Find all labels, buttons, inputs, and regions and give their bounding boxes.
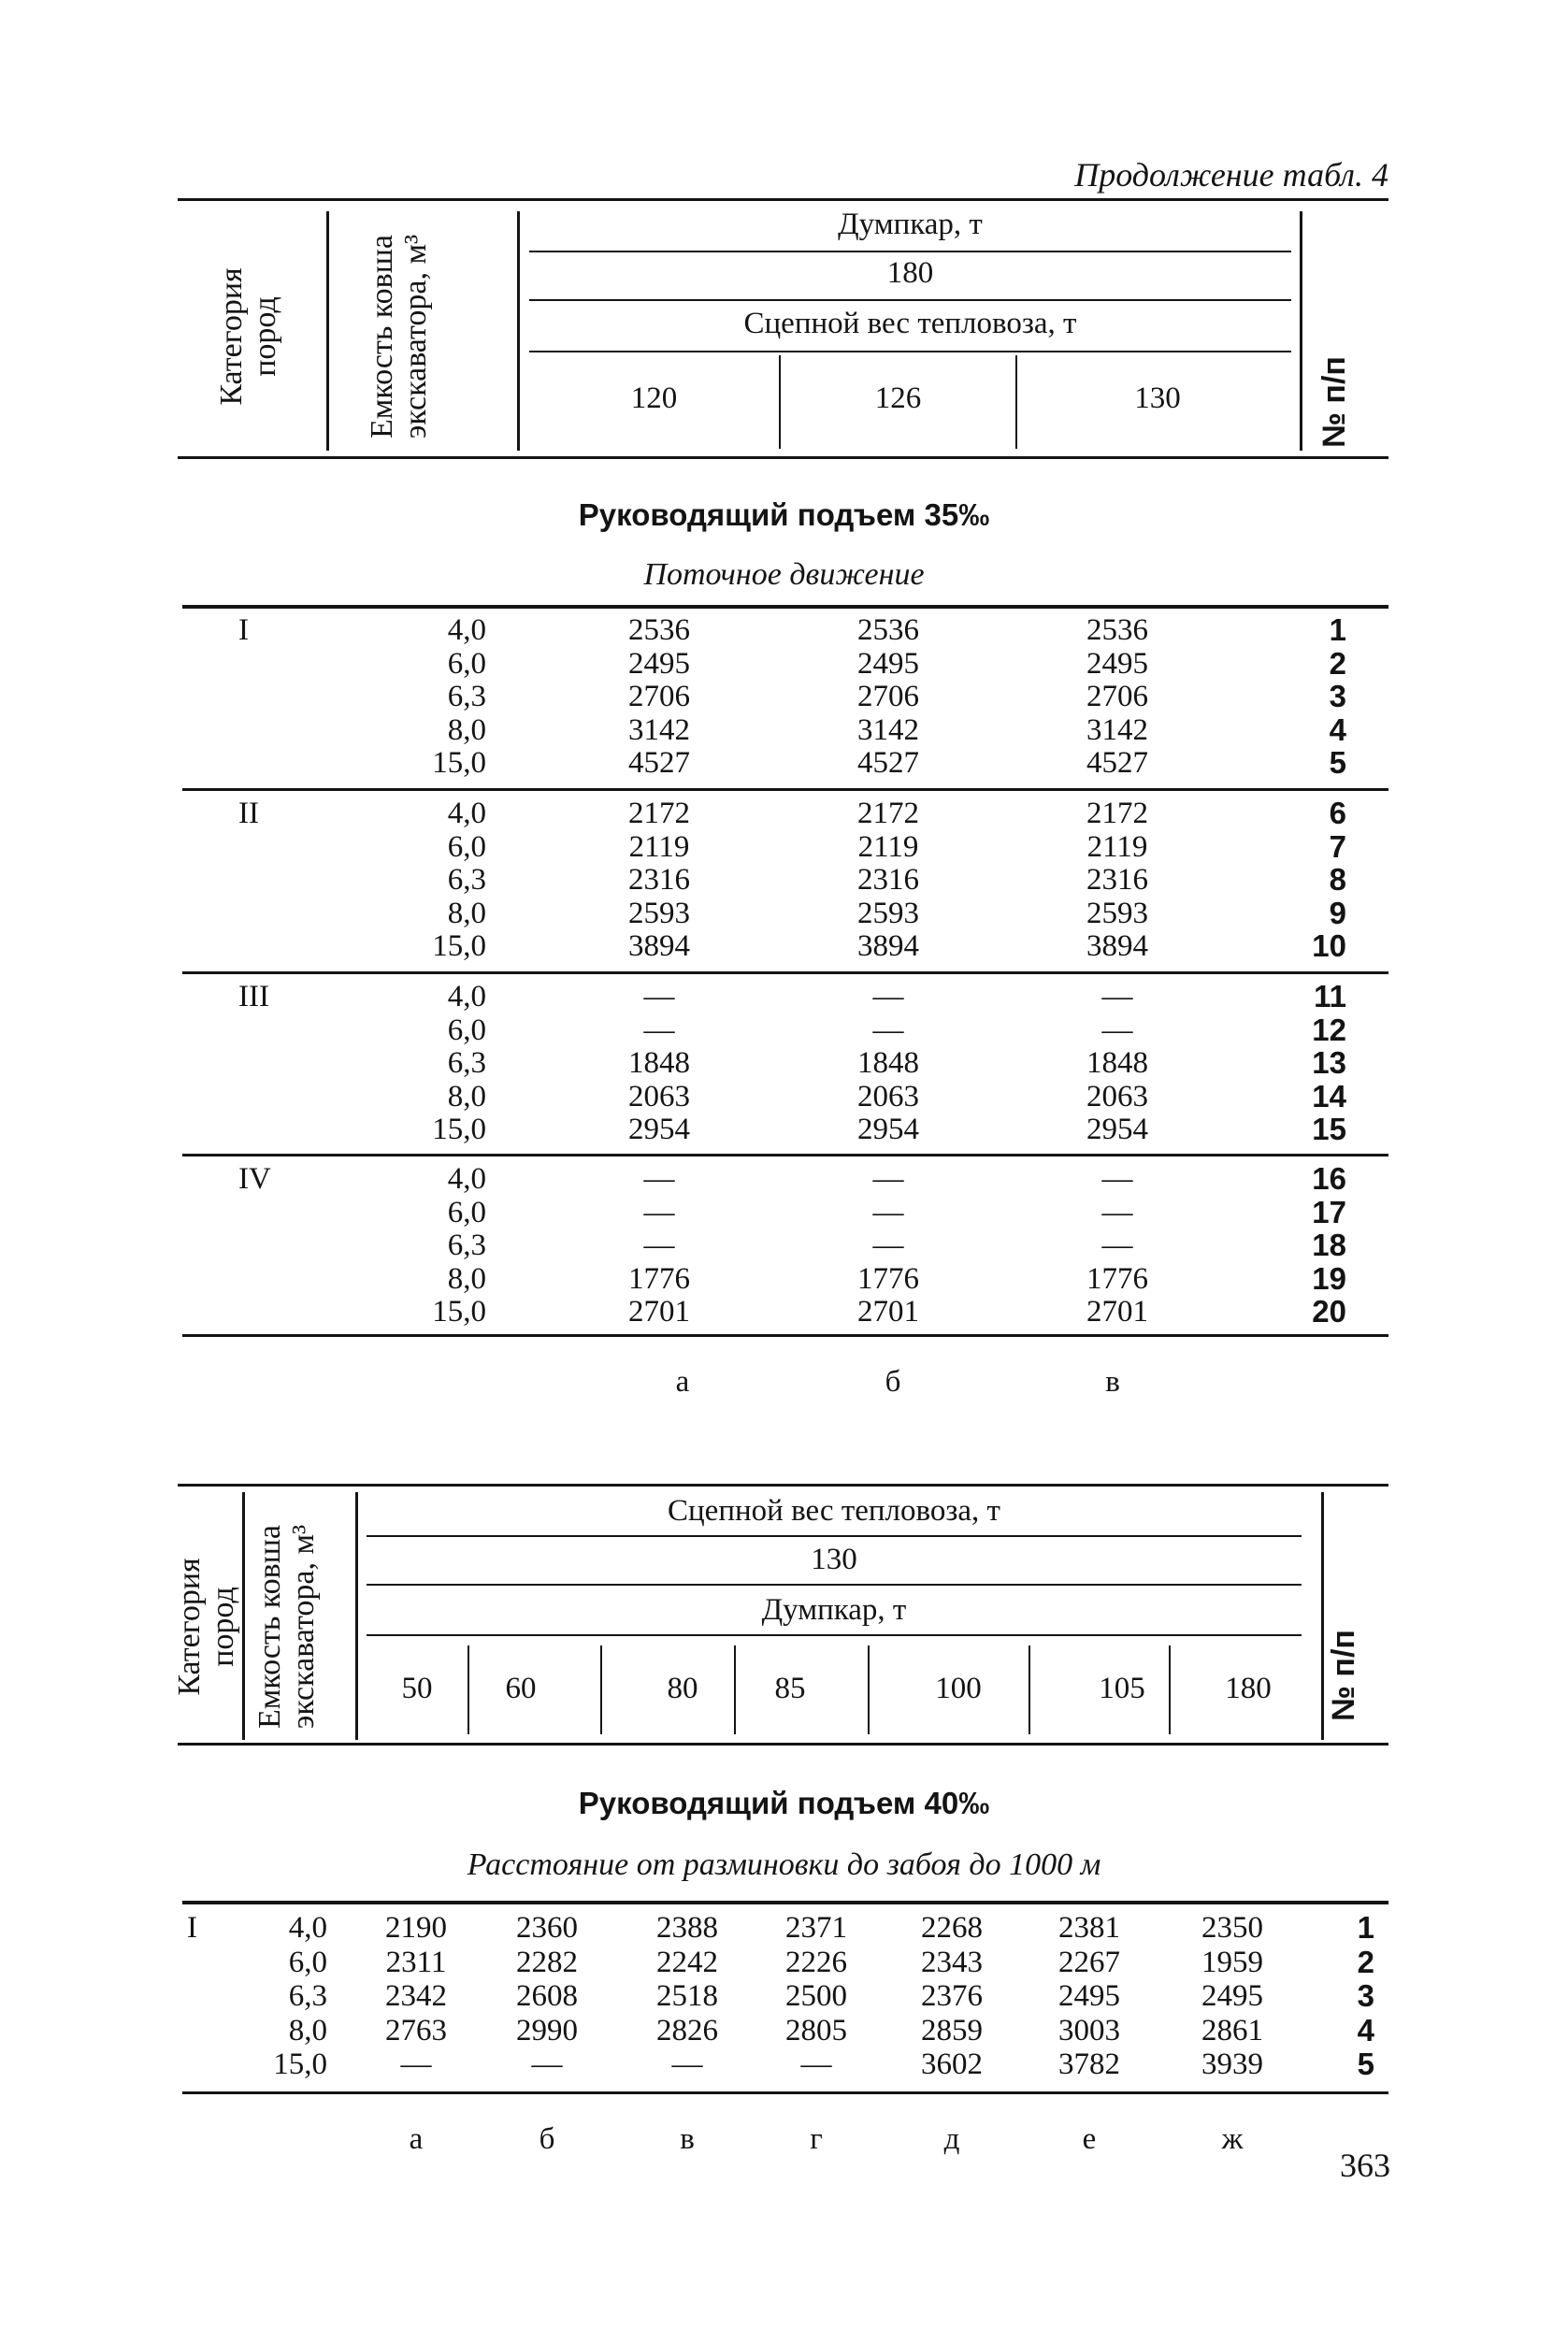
t2-rownum-cell: 4 [1357,2012,1374,2047]
t1-value-cell: 3142 [1086,712,1148,747]
t2-value-cell: 2608 [516,1979,578,2013]
t2-loco-value: 130 [811,1543,857,1576]
t1-value-cell: 2119 [628,829,690,864]
t1-bucket-cell: 4,0 [447,613,486,647]
t1-value-cell: 2701 [1086,1295,1148,1329]
t2-value-cell: 1959 [1201,1945,1263,1979]
t2-value-cell: 2343 [921,1945,983,1979]
t2-bucket-header: Емкость ковша экскаватора, м³ [252,1524,321,1730]
t1-rownum-cell: 13 [1312,1045,1346,1080]
t1-bucket-cell: 8,0 [447,712,486,747]
t1-value-cell: 2063 [1086,1079,1148,1114]
t2-letter: в [680,2122,695,2156]
t1-rownum-cell: 17 [1312,1194,1346,1229]
t2-dumpcar-label: Думпкар, т [761,1593,907,1627]
t2-bucket-cell: 6,3 [288,1979,327,2013]
t2-bucket-cell: 8,0 [288,2013,327,2047]
t2-value-cell: 2859 [921,2013,983,2047]
t1-bucket-cell: 8,0 [447,1079,486,1114]
t1-dumpcar-label: Думпкар, т [838,208,983,241]
t1-value-cell: 3142 [628,712,690,747]
t1-value-cell: 2536 [1086,613,1148,647]
t2-col-80: 80 [667,1672,698,1705]
t2-value-cell: 3782 [1058,2047,1120,2081]
t1-value-cell: 3894 [628,929,690,963]
t1-letter-a: а [675,1365,690,1399]
t1-bucket-cell: 8,0 [447,1261,486,1296]
t2-col-100: 100 [935,1672,982,1705]
t2-rownum-cell: 2 [1357,1944,1374,1979]
t2-rownum-cell: 5 [1357,2047,1374,2081]
t1-bucket-cell: 15,0 [432,1295,486,1329]
t2-loco-weight-label: Сцепной вес тепловоза, т [668,1494,1000,1528]
t2-value-cell: 2226 [785,1945,847,1979]
t2-letter: г [810,2122,823,2156]
t1-bucket-header: Емкость ковша экскаватора, м³ [365,234,433,439]
t1-value-cell: 1776 [857,1261,919,1296]
t1-value-cell: — [643,1228,675,1262]
t1-bucket-cell: 6,0 [447,1013,486,1047]
t2-col-85: 85 [774,1672,806,1705]
t1-rownum-cell: 6 [1329,796,1346,830]
t2-value-cell: 2495 [1058,1979,1120,2013]
t1-value-cell: 2701 [628,1295,690,1329]
t1-letter-v: в [1105,1365,1120,1399]
t1-value-cell: 2316 [628,863,690,897]
t1-rownum-cell: 9 [1329,895,1346,930]
t1-loco-weight-label: Сцепной вес тепловоза, т [743,307,1077,340]
t1-bucket-cell: 6,0 [447,646,486,681]
t1-value-cell: — [643,1162,675,1196]
t2-bucket-cell: 15,0 [273,2047,327,2081]
t1-category-cell: III [238,980,269,1013]
t1-rownum-cell: 14 [1312,1078,1346,1114]
t1-dumpcar-value: 180 [886,256,934,290]
t2-section-title: Руководящий подъем 40‰ [578,1786,990,1820]
t1-value-cell: 2536 [857,613,919,647]
t2-col-105: 105 [1099,1672,1145,1705]
t2-value-cell: 2388 [656,1911,718,1945]
t2-rownum-cell: 3 [1357,1978,1374,2013]
t2-value-cell: 2350 [1201,1911,1263,1945]
t2-value-cell: — [671,2047,703,2081]
t1-value-cell: 2954 [857,1113,919,1146]
t1-bucket-cell: 15,0 [432,1113,486,1146]
t2-category-header: Категория пород [172,1558,240,1696]
t1-rownum-cell: 16 [1312,1161,1346,1196]
t2-subtitle: Расстояние от разминовки до забоя до 1000 м [467,1847,1101,1882]
t1-value-cell: 2706 [628,680,690,713]
t1-rownum-cell: 15 [1312,1112,1346,1146]
page-number: 363 [1340,2147,1390,2184]
t1-rownum-cell: 7 [1329,828,1346,864]
t1-num-header: № п/п [1316,356,1352,448]
t1-value-cell: 1776 [628,1261,690,1296]
t2-letter: е [1082,2122,1097,2156]
t1-category-cell: IV [238,1162,271,1196]
t2-value-cell: 2282 [516,1945,578,1979]
t1-value-cell: 2172 [1086,797,1148,830]
t1-value-cell: 3894 [1086,929,1148,963]
t1-rownum-cell: 12 [1312,1012,1346,1047]
t1-value-cell: — [872,1013,904,1047]
t2-letter: ж [1221,2122,1244,2156]
t1-value-cell: 2593 [857,896,919,930]
t2-value-cell: 2500 [785,1979,847,2013]
t1-value-cell: 1848 [628,1046,690,1080]
t1-value-cell: 1848 [857,1046,919,1080]
t2-col-60: 60 [505,1672,537,1705]
t1-value-cell: 2954 [628,1113,690,1146]
t1-bucket-cell: 6,3 [447,863,486,897]
t1-bucket-cell: 4,0 [447,797,486,830]
t2-value-cell: 3602 [921,2047,983,2081]
t1-value-cell: 2119 [1086,829,1148,864]
t2-value-cell: — [800,2047,832,2081]
t1-value-cell: 2063 [628,1079,690,1114]
t1-rownum-cell: 5 [1329,745,1346,780]
t1-value-cell: 3142 [857,712,919,747]
t1-col-120: 120 [630,381,678,415]
t1-value-cell: — [872,980,904,1013]
t2-value-cell: 2190 [385,1911,447,1945]
t1-col-126: 126 [874,381,922,415]
t2-category: I [187,1911,197,1945]
t2-value-cell: 2861 [1201,2013,1263,2047]
t2-letter: б [539,2122,555,2156]
t1-bucket-cell: 6,3 [447,1228,486,1262]
t1-value-cell: 2172 [857,797,919,830]
t1-bucket-cell: 6,0 [447,829,486,864]
t2-col-50: 50 [401,1672,433,1705]
t2-value-cell: 2518 [656,1979,718,2013]
t2-value-cell: 3939 [1201,2047,1263,2081]
t1-rownum-cell: 11 [1314,979,1346,1013]
t2-value-cell: 2268 [921,1911,983,1945]
t1-section-title: Руководящий подъем 35‰ [578,497,990,532]
t1-bucket-cell: 6,3 [447,1046,486,1080]
t2-value-cell: 2805 [785,2013,847,2047]
t1-value-cell: 1776 [1086,1261,1148,1296]
t1-letter-b: б [885,1365,901,1399]
t1-value-cell: — [872,1195,904,1229]
t1-value-cell: 2593 [628,896,690,930]
t1-subtitle: Поточное движение [643,557,925,592]
t2-value-cell: 2990 [516,2013,578,2047]
t1-rownum-cell: 4 [1329,711,1346,747]
t1-rownum-cell: 19 [1312,1260,1346,1296]
t2-value-cell: — [400,2047,432,2081]
t1-value-cell: 1848 [1086,1046,1148,1080]
t1-rownum-cell: 18 [1312,1228,1346,1262]
t1-value-cell: 2495 [1086,646,1148,681]
t1-value-cell: 2495 [857,646,919,681]
t1-value-cell: 2172 [628,797,690,830]
t1-category-cell: II [238,797,259,830]
t2-value-cell: 2267 [1058,1945,1120,1979]
t1-bucket-cell: 6,0 [447,1195,486,1229]
t1-value-cell: — [643,980,675,1013]
t2-value-cell: 2826 [656,2013,718,2047]
t2-value-cell: 2360 [516,1911,578,1945]
t1-value-cell: — [872,1228,904,1262]
t1-value-cell: 2954 [1086,1113,1148,1146]
t1-bucket-cell: 15,0 [432,929,486,963]
t1-value-cell: — [643,1013,675,1047]
t1-value-cell: 2536 [628,613,690,647]
t2-value-cell: 2495 [1201,1979,1263,2013]
t1-bucket-cell: 6,3 [447,680,486,713]
t1-category-cell: I [238,613,249,647]
t1-rownum-cell: 1 [1329,612,1346,647]
t1-bucket-cell: 15,0 [432,746,486,780]
t1-value-cell: — [1101,1013,1133,1047]
continuation-label: Продолжение табл. 4 [1074,156,1388,194]
t1-value-cell: 2701 [857,1295,919,1329]
t2-bucket-cell: 6,0 [288,1945,327,1979]
t2-value-cell: 2311 [385,1945,447,1979]
t2-num-header: № п/п [1326,1630,1361,1721]
t1-col-130: 130 [1134,381,1181,415]
t1-value-cell: 2495 [628,646,690,681]
t2-value-cell: 2371 [785,1911,847,1945]
t1-bucket-cell: 4,0 [447,1162,486,1196]
t1-value-cell: 4527 [857,746,919,780]
t1-value-cell: — [643,1195,675,1229]
t1-rownum-cell: 8 [1329,862,1346,897]
t2-value-cell: 2763 [385,2013,447,2047]
t1-value-cell: 2706 [1086,680,1148,713]
t2-col-180: 180 [1225,1672,1272,1705]
t1-value-cell: 4527 [628,746,690,780]
t1-value-cell: 4527 [1086,746,1148,780]
t2-value-cell: 2342 [385,1979,447,2013]
t1-value-cell: — [1101,1228,1133,1262]
t2-value-cell: 2376 [921,1979,983,2013]
t1-value-cell: — [1101,1195,1133,1229]
t1-category-header: Категория пород [214,267,282,406]
t1-bucket-cell: 4,0 [447,980,486,1013]
t1-value-cell: 2316 [857,863,919,897]
t2-bucket-cell: 4,0 [288,1911,327,1945]
t2-letter: д [943,2122,960,2156]
t1-value-cell: — [1101,1162,1133,1196]
t1-value-cell: 3894 [857,929,919,963]
t1-rownum-cell: 3 [1329,679,1346,713]
t1-rownum-cell: 2 [1329,645,1346,681]
t1-rownum-cell: 10 [1312,928,1346,963]
t1-value-cell: 2706 [857,680,919,713]
t1-value-cell: — [872,1162,904,1196]
t1-value-cell: 2316 [1086,863,1148,897]
t1-rownum-cell: 20 [1312,1294,1346,1329]
t2-rownum-cell: 1 [1357,1910,1374,1945]
t1-value-cell: 2119 [857,829,919,864]
t1-value-cell: 2063 [857,1079,919,1114]
t2-letter: а [409,2122,424,2156]
t2-value-cell: — [531,2047,563,2081]
t2-value-cell: 2242 [656,1945,718,1979]
t1-value-cell: 2593 [1086,896,1148,930]
t1-value-cell: — [1101,980,1133,1013]
t2-value-cell: 3003 [1058,2013,1120,2047]
t2-value-cell: 2381 [1058,1911,1120,1945]
t1-bucket-cell: 8,0 [447,896,486,930]
